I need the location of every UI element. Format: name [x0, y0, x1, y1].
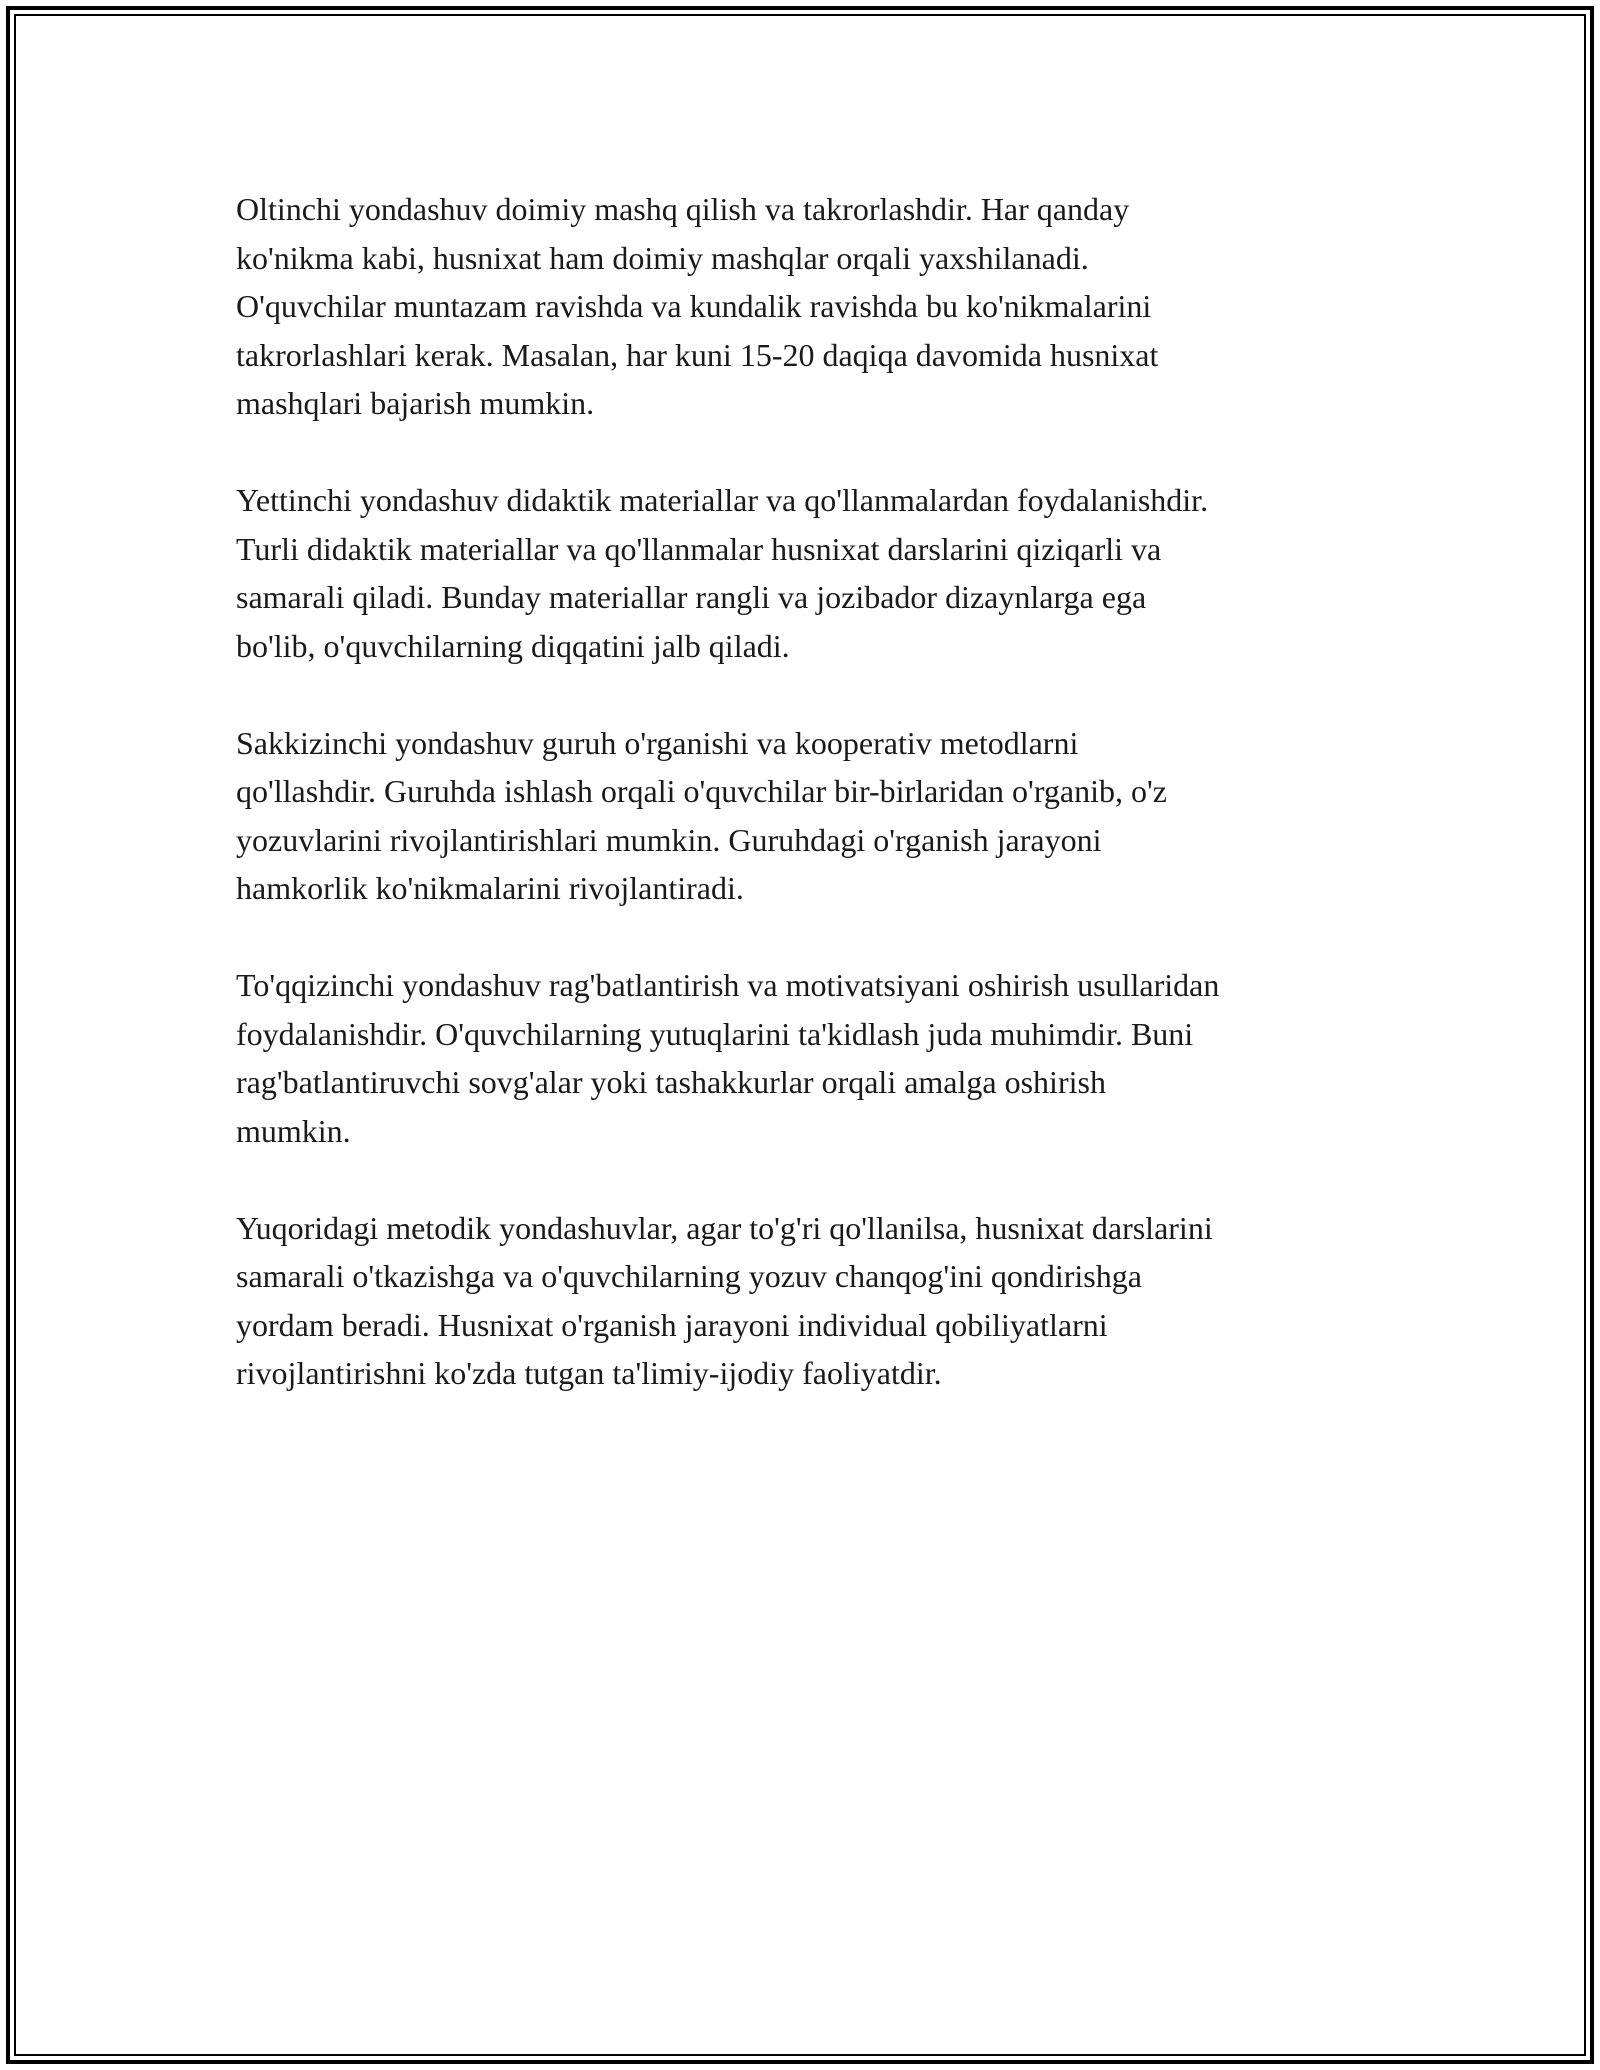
paragraph-7th-approach: Yettinchi yondashuv didaktik materiallar va qo'llanmalardan foydalanishdir. Turli didaktik materiallar va qo'llanmalar husnixat darslarini qiziqarli va samarali qiladi. Bunday materiallar rangli va jozibador dizaynlarga ega bo'lib, o'quvchilarning diqqatini jalb qiladi.	[236, 482, 1209, 664]
paragraph-8th-approach: Sakkizinchi yondashuv guruh o'rganishi va kooperativ metodlarni qo'llashdir. Guruhda ishlash orqali o'quvchilar bir-birlaridan o'rganib, o'z yozuvlarini rivojlantirishlari mumkin. Guruhdagi o'rganish jarayoni hamkorlik ko'nikmalarini rivojlantiradi.	[236, 724, 1167, 906]
paragraph-6th-approach: Oltinchi yondashuv doimiy mashq qilish va takrorlashdir. Har qanday ko'nikma kabi, husnixat ham doimiy mashqlar orqali yaxshilanadi. O'quvchilar muntazam ravishda va kundalik ravishda bu ko'nikmalarini takrorlashlari kerak. Masalan, har kuni 15-20 daqiqa davomida husnixat mashqlari bajarish mumkin.	[236, 191, 1159, 421]
paragraph-conclusion: Yuqoridagi metodik yondashuvlar, agar to'g'ri qo'llanilsa, husnixat darslarini samarali o'tkazishga va o'quvchilarning yozuv chanqog'ini qondirishga yordam beradi. Husnixat o'rganish jarayoni individual qobiliyatlarni rivojlantirishni ko'zda tutgan ta'limiy-ijodiy faoliyatdir.	[236, 1209, 1213, 1391]
paragraph-9th-approach: To'qqizinchi yondashuv rag'batlantirish va motivatsiyani oshirish usullaridan foydalanishdir. O'quvchilarning yutuqlarini ta'kidlash juda muhimdir. Buni rag'batlantiruvchi sovg'alar yoki tashakkurlar orqali amalga oshirish mumkin.	[236, 967, 1220, 1149]
document-body	[236, 185, 1386, 1446]
